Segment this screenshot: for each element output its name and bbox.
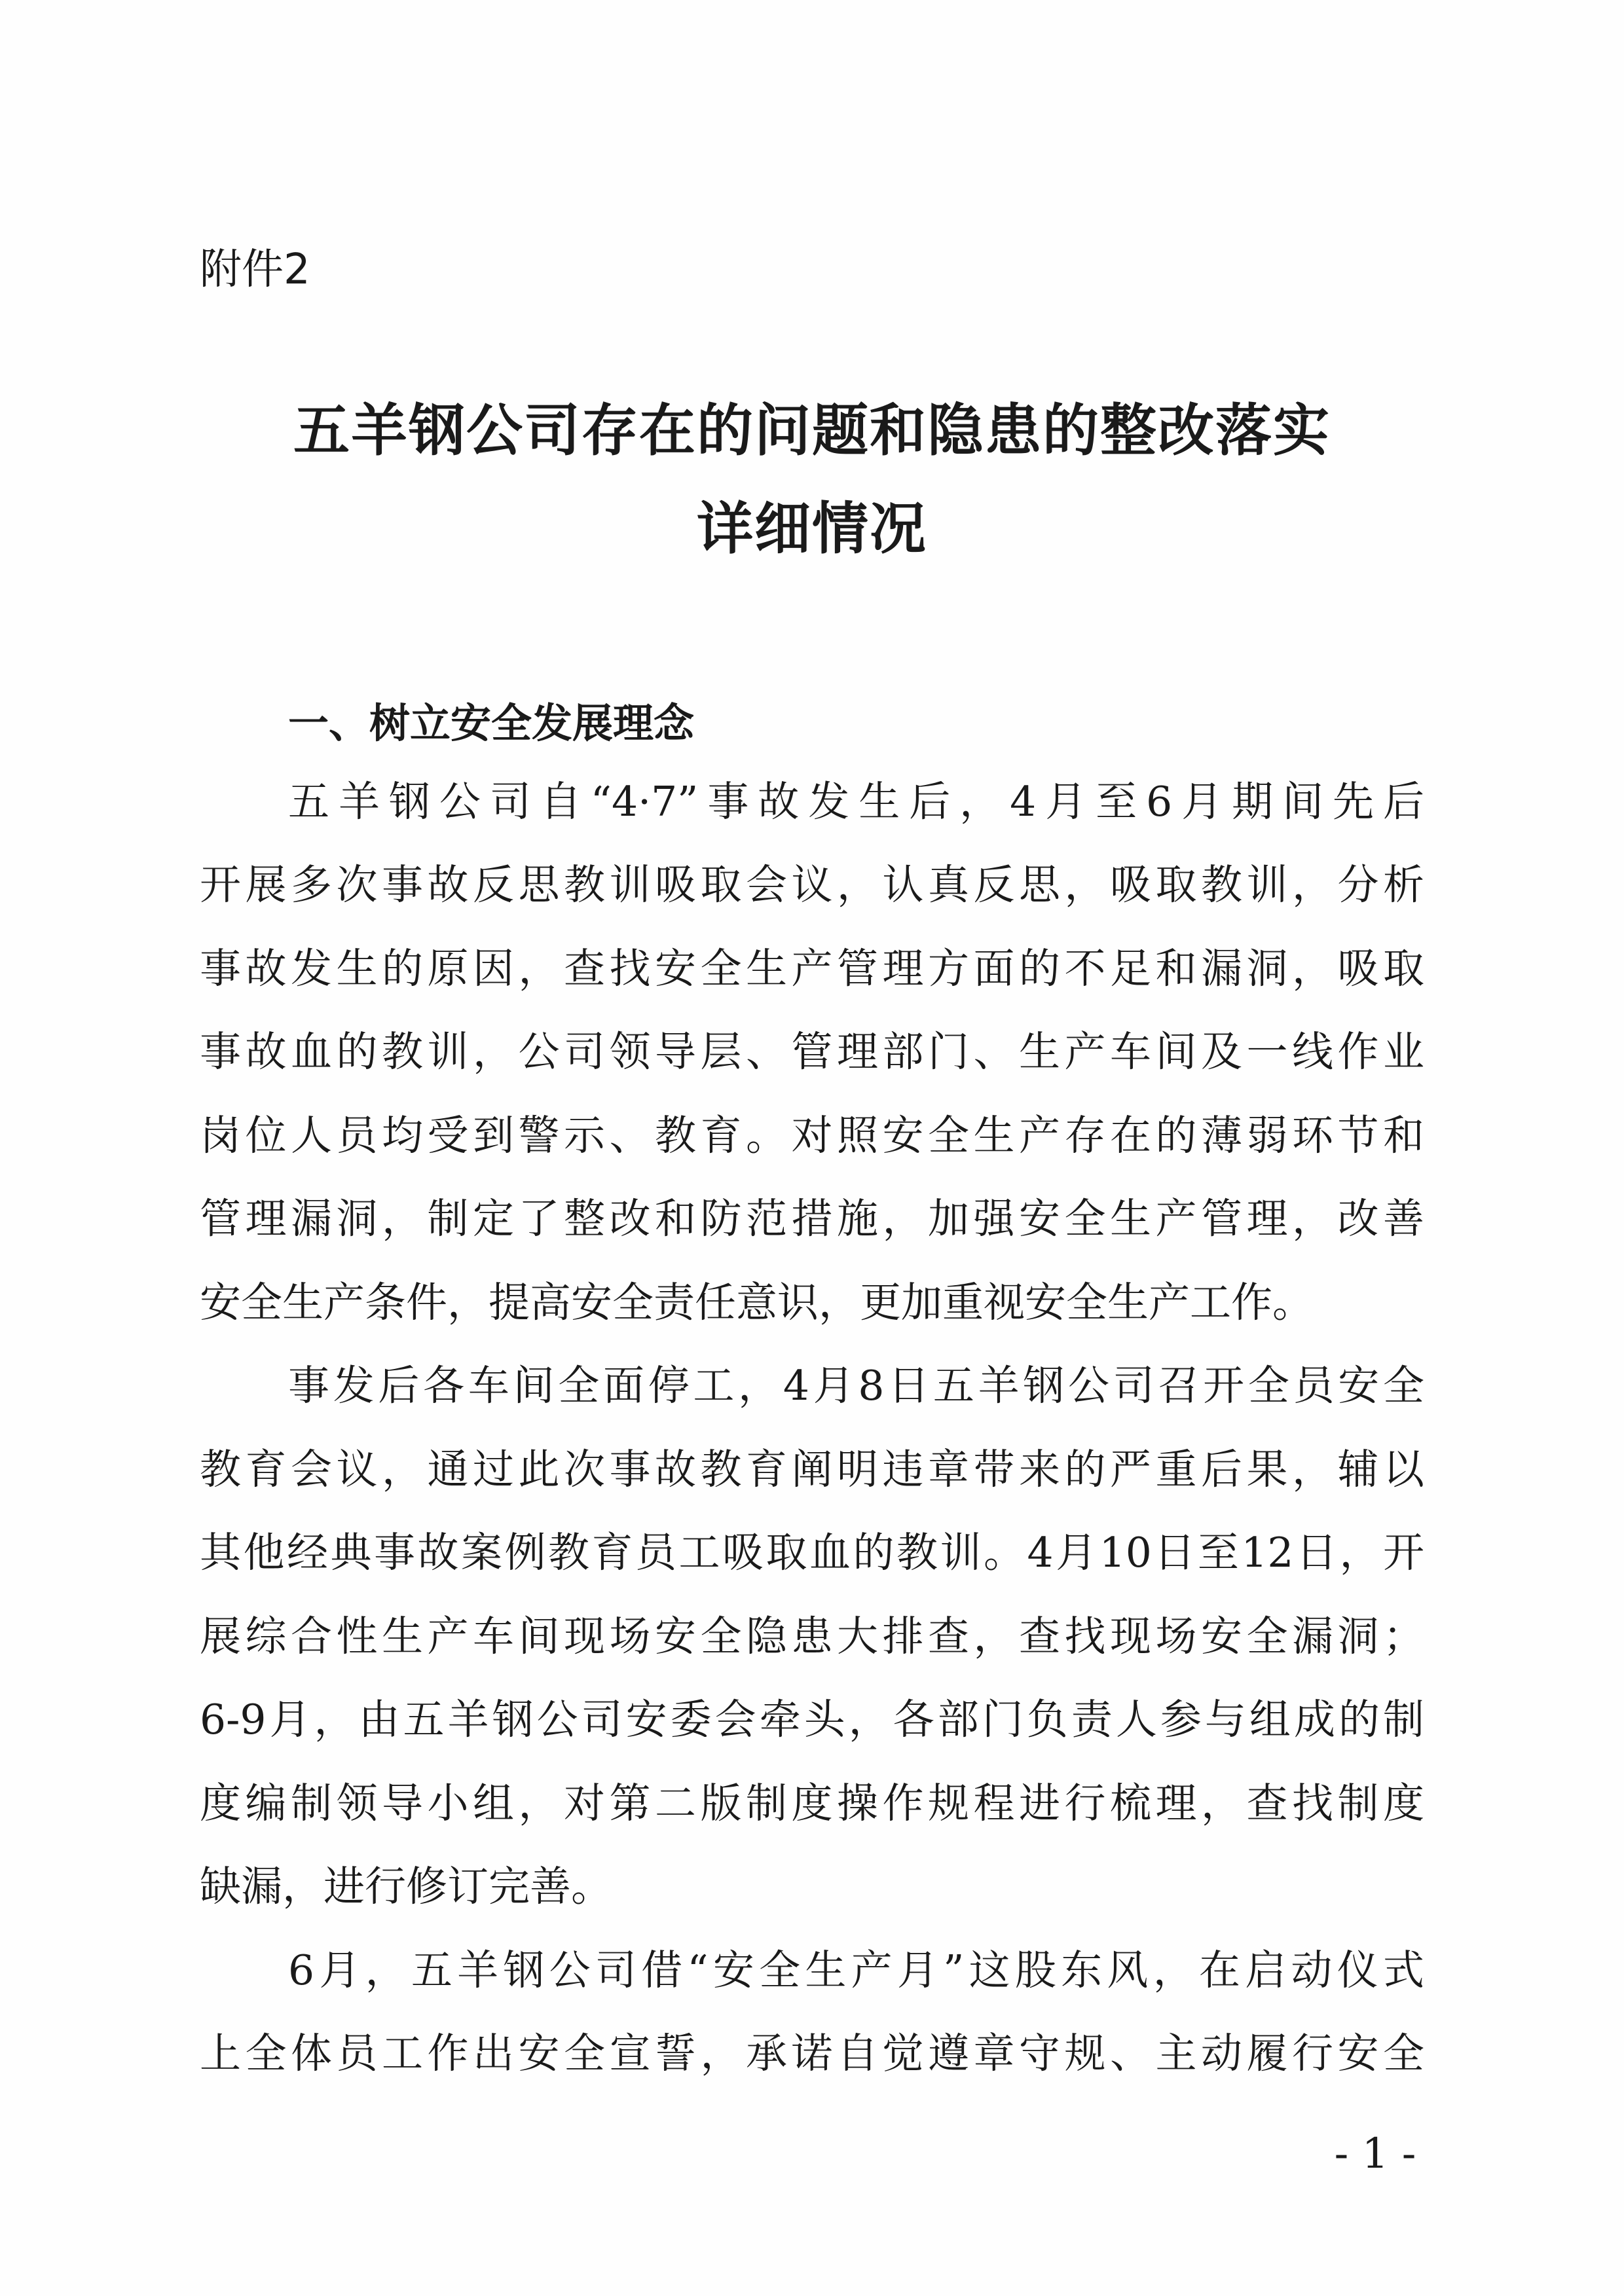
paragraph-2-line-3: 其他经典事故案例教育员工吸取血的教训。4月10日至12日，开 bbox=[200, 1529, 1424, 1576]
attachment-label: 附件2 bbox=[200, 246, 310, 294]
paragraph-1-line-4: 事故血的教训，公司领导层、管理部门、生产车间及一线作业 bbox=[200, 1028, 1424, 1076]
paragraph-2-line-6: 度编制领导小组，对第二版制度操作规程进行梳理，查找制度 bbox=[200, 1779, 1424, 1827]
paragraph-3-line-2: 上全体员工作出安全宣誓，承诺自觉遵章守规、主动履行安全 bbox=[200, 2030, 1424, 2077]
paragraph-1-line-5: 岗位人员均受到警示、教育。对照安全生产存在的薄弱环节和 bbox=[200, 1112, 1424, 1159]
paragraph-2-line-1: 事发后各车间全面停工，4月8日五羊钢公司召开全员安全 bbox=[288, 1362, 1424, 1410]
paragraph-1-line-7: 安全生产条件，提高安全责任意识，更加重视安全生产工作。 bbox=[200, 1279, 1314, 1326]
paragraph-2-line-7: 缺漏，进行修订完善。 bbox=[200, 1863, 612, 1910]
document-title-line-1: 五羊钢公司存在的问题和隐患的整改落实 bbox=[293, 397, 1331, 464]
document-title-line-2: 详细情况 bbox=[697, 496, 927, 562]
paragraph-1-line-1: 五羊钢公司自“4·7”事故发生后，4月至6月期间先后 bbox=[288, 778, 1424, 826]
paragraph-2-line-2: 教育会议，通过此次事故教育阐明违章带来的严重后果，辅以 bbox=[200, 1446, 1424, 1493]
paragraph-3-line-1: 6月，五羊钢公司借“安全生产月”这股东风，在启动仪式 bbox=[288, 1946, 1424, 1994]
paragraph-2-line-4: 展综合性生产车间现场安全隐患大排查，查找现场安全漏洞； bbox=[200, 1613, 1424, 1660]
paragraph-1-line-6: 管理漏洞，制定了整改和防范措施，加强安全生产管理，改善 bbox=[200, 1195, 1424, 1243]
section-heading: 一、树立安全发展理念 bbox=[288, 699, 695, 747]
paragraph-1-line-3: 事故发生的原因，查找安全生产管理方面的不足和漏洞，吸取 bbox=[200, 945, 1424, 993]
page-number: - 1 - bbox=[1334, 2130, 1416, 2178]
paragraph-2-line-5: 6-9月，由五羊钢公司安委会牵头，各部门负责人参与组成的制 bbox=[200, 1696, 1424, 1743]
paragraph-1-line-2: 开展多次事故反思教训吸取会议，认真反思，吸取教训，分析 bbox=[200, 861, 1424, 909]
